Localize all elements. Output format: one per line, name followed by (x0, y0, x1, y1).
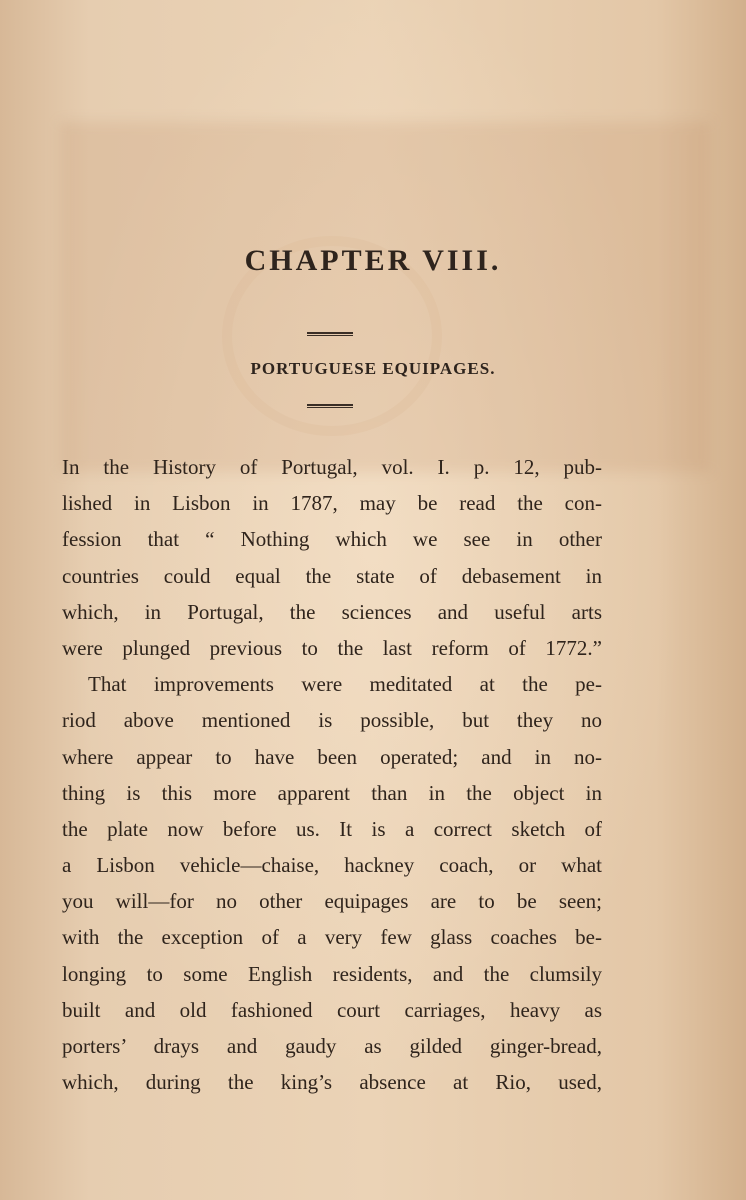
body-text (62, 449, 602, 1100)
text-line: which, in Portugal, the sciences and useful arts (62, 599, 602, 624)
text-line: In the History of Portugal, vol. I. p. 12, pub- (62, 455, 602, 479)
chapter-title: CHAPTER VIII. (244, 244, 502, 277)
text-line: thing is this more apparent than in the object in (62, 780, 602, 805)
chapter-subtitle: PORTUGUESE EQUIPAGES. (250, 359, 496, 378)
paragraph-1 (62, 449, 602, 666)
text-line: you will—for no other equipages are to be seen; (62, 889, 602, 914)
text-line: built and old fashioned court carriages, heavy as (62, 997, 602, 1022)
text-line: where appear to have been operated; and in no- (62, 744, 602, 769)
text-line: the plate now before us. It is a correct sketch of (62, 816, 602, 841)
chapter-rule-bottom (307, 404, 353, 408)
text-line: which, during the king’s absence at Rio, used, (62, 1070, 602, 1095)
text-line: countries could equal the state of debasement in (62, 563, 602, 588)
text-line: were plunged previous to the last reform of 1772.” (62, 635, 602, 660)
text-line: fession that “ Nothing which we see in other (62, 527, 602, 552)
text-line: That improvements were meditated at the pe- (88, 672, 602, 697)
text-line: porters’ drays and gaudy as gilded ginger-bread, (62, 1034, 602, 1058)
text-line: a Lisbon vehicle—chaise, hackney coach, or what (62, 853, 602, 878)
text-line: with the exception of a very few glass coaches be- (62, 925, 602, 950)
text-line: longing to some English residents, and the clumsily (62, 961, 602, 986)
paragraph-2 (62, 666, 602, 1100)
text-line: lished in Lisbon in 1787, may be read the con- (62, 491, 602, 516)
chapter-rule-top (307, 332, 353, 336)
text-line: riod above mentioned is possible, but they no (62, 708, 602, 733)
